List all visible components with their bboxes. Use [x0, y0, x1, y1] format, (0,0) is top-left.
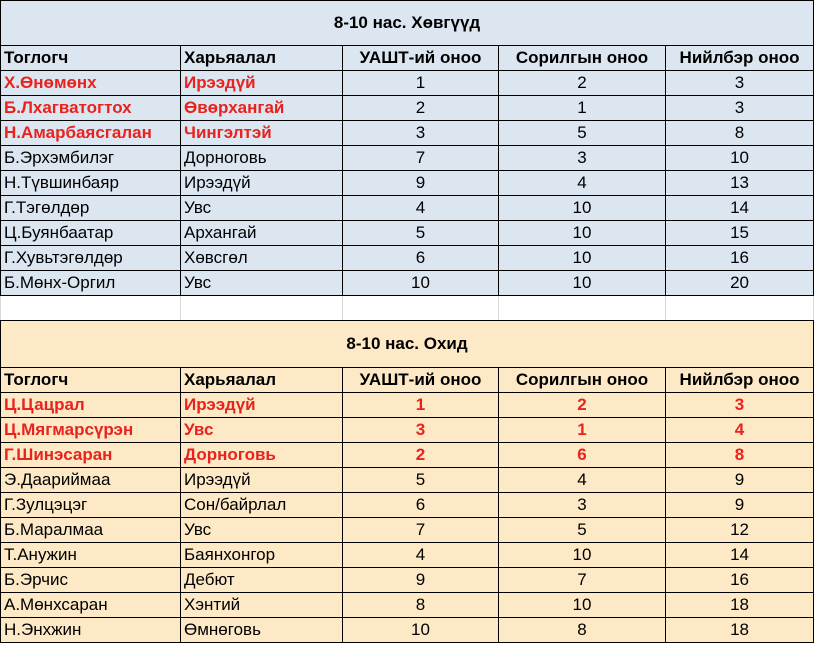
total-cell[interactable]: 18 — [666, 618, 814, 643]
table-row — [1, 493, 814, 518]
score-cell[interactable]: 5 — [343, 468, 499, 493]
player-cell[interactable]: Ц.Цацрал — [1, 393, 181, 418]
club-cell[interactable]: Увс — [181, 518, 343, 543]
club-cell[interactable]: Сон/байрлал — [181, 493, 343, 518]
score-cell[interactable]: 10 — [499, 196, 666, 221]
empty-cell[interactable] — [181, 296, 343, 321]
total-cell[interactable]: 14 — [666, 543, 814, 568]
club-cell[interactable]: Увс — [181, 418, 343, 443]
club-cell[interactable]: Ирээдүй — [181, 468, 343, 493]
score-cell[interactable]: 10 — [343, 618, 499, 643]
club-cell[interactable]: Хэнтий — [181, 593, 343, 618]
score-cell[interactable]: 3 — [499, 493, 666, 518]
score-cell[interactable]: 5 — [499, 121, 666, 146]
score-cell[interactable]: 8 — [499, 618, 666, 643]
player-cell[interactable]: Э.Даариймаа — [1, 468, 181, 493]
club-cell[interactable]: Ирээдүй — [181, 71, 343, 96]
club-cell[interactable]: Увс — [181, 196, 343, 221]
girls-header-row — [1, 368, 814, 393]
table-row — [1, 443, 814, 468]
score-cell[interactable]: 10 — [499, 543, 666, 568]
score-cell[interactable]: 2 — [343, 96, 499, 121]
boys-title[interactable]: 8-10 нас. Хөвгүүд — [1, 1, 814, 46]
table-row — [1, 618, 814, 643]
empty-cell[interactable] — [343, 296, 499, 321]
spacer-row — [1, 296, 814, 321]
total-cell[interactable]: 8 — [666, 443, 814, 468]
girls-title[interactable]: 8-10 нас. Охид — [1, 321, 814, 368]
total-cell[interactable]: 12 — [666, 518, 814, 543]
total-cell[interactable]: 3 — [666, 71, 814, 96]
total-cell[interactable]: 13 — [666, 171, 814, 196]
player-cell[interactable]: Б.Эрчис — [1, 568, 181, 593]
score-cell[interactable]: 2 — [499, 393, 666, 418]
score-cell[interactable]: 2 — [343, 443, 499, 468]
total-cell[interactable]: 20 — [666, 271, 814, 296]
score-cell[interactable]: 10 — [499, 221, 666, 246]
club-cell[interactable]: Баянхонгор — [181, 543, 343, 568]
club-cell[interactable]: Өвөрхангай — [181, 96, 343, 121]
table-row — [1, 518, 814, 543]
table-row — [1, 121, 814, 146]
score-cell[interactable]: 4 — [343, 543, 499, 568]
score-cell[interactable]: 10 — [499, 271, 666, 296]
score-cell[interactable]: 6 — [499, 443, 666, 468]
table-row — [1, 171, 814, 196]
header-total-score[interactable]: Нийлбэр оноо — [666, 368, 814, 393]
player-cell[interactable]: Г.Хувьтэгөлдөр — [1, 246, 181, 271]
table-row — [1, 196, 814, 221]
club-cell[interactable]: Чингэлтэй — [181, 121, 343, 146]
player-cell[interactable]: Т.Анужин — [1, 543, 181, 568]
boys-header-row — [1, 46, 814, 71]
header-total-score[interactable]: Нийлбэр оноо — [666, 46, 814, 71]
club-cell[interactable]: Архангай — [181, 221, 343, 246]
table-row — [1, 221, 814, 246]
total-cell[interactable]: 18 — [666, 593, 814, 618]
score-cell[interactable]: 9 — [343, 568, 499, 593]
score-cell[interactable]: 4 — [343, 196, 499, 221]
total-cell[interactable]: 3 — [666, 393, 814, 418]
player-cell[interactable]: Ц.Мягмарсүрэн — [1, 418, 181, 443]
total-cell[interactable]: 4 — [666, 418, 814, 443]
total-cell[interactable]: 9 — [666, 493, 814, 518]
club-cell[interactable]: Хөвсгөл — [181, 246, 343, 271]
total-cell[interactable]: 15 — [666, 221, 814, 246]
score-cell[interactable]: 1 — [499, 418, 666, 443]
girls-title-row — [1, 321, 814, 368]
header-club[interactable]: Харьяалал — [181, 46, 343, 71]
club-cell[interactable]: Дебют — [181, 568, 343, 593]
spacer-section — [1, 296, 814, 321]
header-club[interactable]: Харьяалал — [181, 368, 343, 393]
empty-cell[interactable] — [666, 296, 814, 321]
header-championship-score[interactable]: УАШТ-ий оноо — [343, 46, 499, 71]
score-cell[interactable]: 5 — [343, 221, 499, 246]
total-cell[interactable]: 3 — [666, 96, 814, 121]
boys-title-row — [1, 1, 814, 46]
score-cell[interactable]: 1 — [343, 71, 499, 96]
player-cell[interactable]: Ц.Буянбаатар — [1, 221, 181, 246]
club-cell[interactable]: Дорноговь — [181, 146, 343, 171]
total-cell[interactable]: 10 — [666, 146, 814, 171]
total-cell[interactable]: 14 — [666, 196, 814, 221]
player-cell[interactable]: Н.Түвшинбаяр — [1, 171, 181, 196]
player-cell[interactable]: Х.Өнөмөнх — [1, 71, 181, 96]
player-cell[interactable]: А.Мөнхсаран — [1, 593, 181, 618]
score-cell[interactable]: 3 — [499, 146, 666, 171]
header-player[interactable]: Тоглогч — [1, 368, 181, 393]
empty-cell[interactable] — [1, 296, 181, 321]
score-cell[interactable]: 10 — [343, 271, 499, 296]
empty-cell[interactable] — [499, 296, 666, 321]
score-cell[interactable]: 3 — [343, 418, 499, 443]
club-cell[interactable]: Ирээдүй — [181, 393, 343, 418]
girls-section — [1, 321, 814, 643]
score-cell[interactable]: 1 — [499, 96, 666, 121]
table-row — [1, 468, 814, 493]
score-cell[interactable]: 7 — [343, 146, 499, 171]
player-cell[interactable]: Г.Шинэсаран — [1, 443, 181, 468]
player-cell[interactable]: Б.Эрхэмбилэг — [1, 146, 181, 171]
score-cell[interactable]: 2 — [499, 71, 666, 96]
table-row — [1, 246, 814, 271]
score-cell[interactable]: 9 — [343, 171, 499, 196]
player-cell[interactable]: Г.Зулцэцэг — [1, 493, 181, 518]
header-qualifier-score[interactable]: Сорилгын оноо — [499, 368, 666, 393]
score-cell[interactable]: 6 — [343, 246, 499, 271]
total-cell[interactable]: 16 — [666, 246, 814, 271]
score-cell[interactable]: 10 — [499, 246, 666, 271]
table-row — [1, 393, 814, 418]
header-championship-score[interactable]: УАШТ-ий оноо — [343, 368, 499, 393]
player-cell[interactable]: Н.Амарбаясгалан — [1, 121, 181, 146]
table-row — [1, 418, 814, 443]
score-cell[interactable]: 10 — [499, 593, 666, 618]
score-cell[interactable]: 3 — [343, 121, 499, 146]
total-cell[interactable]: 16 — [666, 568, 814, 593]
table-row — [1, 271, 814, 296]
table-row — [1, 96, 814, 121]
club-cell[interactable]: Ирээдүй — [181, 171, 343, 196]
score-cell[interactable]: 8 — [343, 593, 499, 618]
club-cell[interactable]: Дорноговь — [181, 443, 343, 468]
player-cell[interactable]: Б.Мөнх-Оргил — [1, 271, 181, 296]
total-cell[interactable]: 9 — [666, 468, 814, 493]
boys-section — [1, 1, 814, 296]
player-cell[interactable]: Б.Лхагватогтох — [1, 96, 181, 121]
score-cell[interactable]: 6 — [343, 493, 499, 518]
club-cell[interactable]: Өмнөговь — [181, 618, 343, 643]
table-row — [1, 593, 814, 618]
table-row — [1, 71, 814, 96]
player-cell[interactable]: Б.Маралмаа — [1, 518, 181, 543]
header-qualifier-score[interactable]: Сорилгын оноо — [499, 46, 666, 71]
score-cell[interactable]: 4 — [499, 171, 666, 196]
player-cell[interactable]: Н.Энхжин — [1, 618, 181, 643]
table-row — [1, 543, 814, 568]
table-row — [1, 146, 814, 171]
table-row — [1, 568, 814, 593]
score-cell[interactable]: 7 — [499, 568, 666, 593]
header-player[interactable]: Тоглогч — [1, 46, 181, 71]
player-cell[interactable]: Г.Тэгөлдөр — [1, 196, 181, 221]
score-cell[interactable]: 4 — [499, 468, 666, 493]
club-cell[interactable]: Увс — [181, 271, 343, 296]
total-cell[interactable]: 8 — [666, 121, 814, 146]
score-cell[interactable]: 1 — [343, 393, 499, 418]
score-cell[interactable]: 5 — [499, 518, 666, 543]
score-cell[interactable]: 7 — [343, 518, 499, 543]
